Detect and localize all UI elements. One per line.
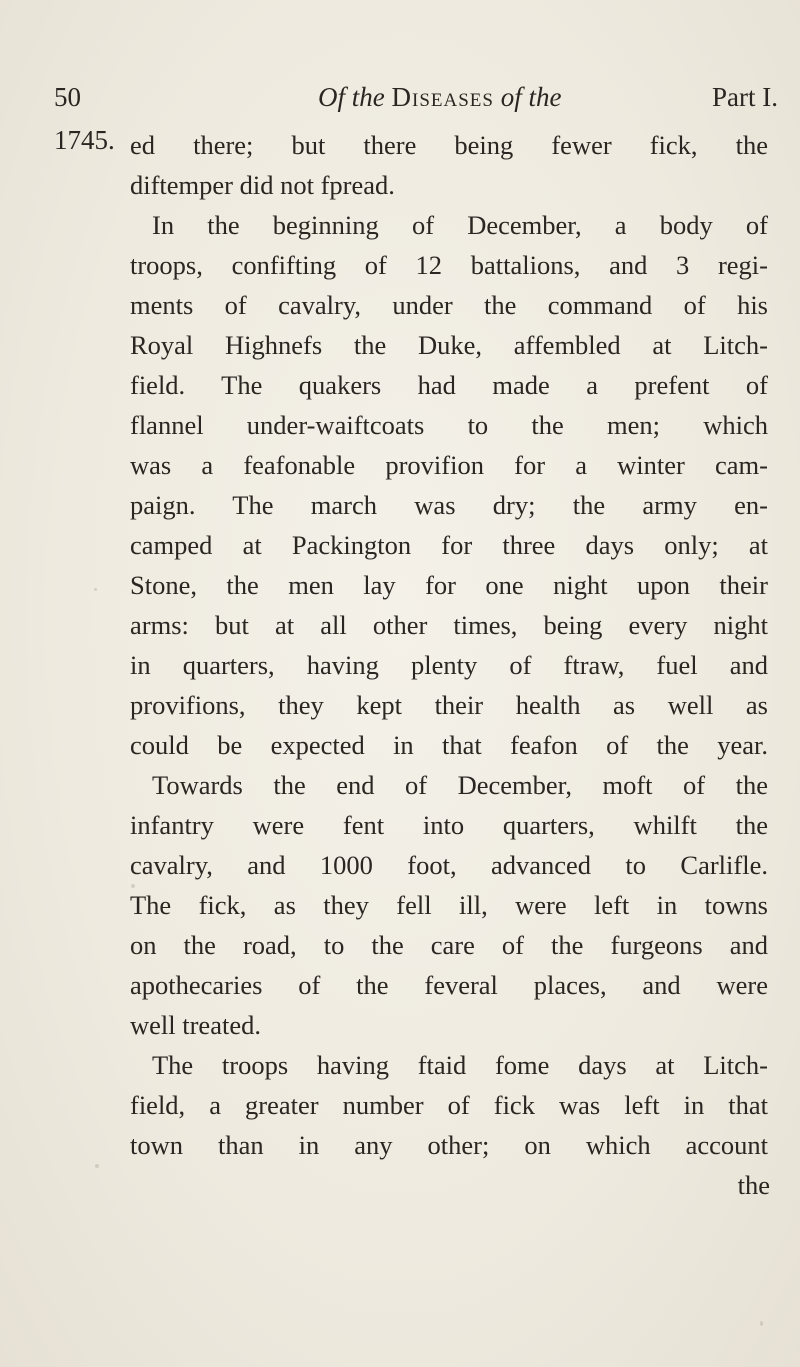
text-line: well treated. <box>130 1010 261 1040</box>
paper-speck <box>131 884 135 888</box>
text-line: ments of cavalry, under the command of his <box>130 290 768 320</box>
text-line: infantry were fent into quarters, whilft the <box>130 810 768 840</box>
running-title <box>318 82 561 113</box>
text-line: camped at Packington for three days only; at <box>130 530 768 560</box>
text-line: field. The quakers had made a prefent of <box>130 370 768 400</box>
text-line: Stone, the men lay for one night upon their <box>130 570 768 600</box>
text-line: provifions, they kept their health as well as <box>130 690 768 720</box>
title-main: Diseases <box>391 82 494 112</box>
title-prefix: Of the <box>318 82 385 112</box>
text-line: apothecaries of the feveral places, and were <box>130 970 768 1000</box>
text-line: The fick, as they fell ill, were left in towns <box>130 890 768 920</box>
title-suffix: of the <box>500 82 562 112</box>
page-number: 50 <box>54 82 81 112</box>
paragraph-start-line: Towards the end of December, moft of the <box>152 770 768 800</box>
paper-speck <box>94 588 97 591</box>
text-line: in quarters, having plenty of ftraw, fuel and <box>130 650 768 680</box>
text-line: Royal Highnefs the Duke, affembled at Litch- <box>130 330 768 360</box>
margin-year: 1745. <box>54 125 115 155</box>
running-header <box>54 82 778 118</box>
text-line: ed there; but there being fewer fick, the <box>130 130 768 160</box>
paragraph-start-line: In the beginning of December, a body of <box>152 210 768 240</box>
paragraph-start-line: The troops having ftaid fome days at Litch- <box>152 1050 768 1080</box>
text-line: arms: but at all other times, being every night <box>130 610 768 640</box>
text-line: town than in any other; on which account <box>130 1130 768 1160</box>
part-label: Part I. <box>712 82 778 112</box>
catchword: the <box>737 1170 770 1200</box>
text-line: field, a greater number of fick was left in that <box>130 1090 768 1120</box>
text-line: was a feafonable provifion for a winter cam- <box>130 450 768 480</box>
text-line: could be expected in that feafon of the year. <box>130 730 768 760</box>
text-line: troops, confifting of 12 battalions, and 3 regi- <box>130 250 768 280</box>
text-line: flannel under-waiftcoats to the men; which <box>130 410 768 440</box>
paper-speck <box>95 1164 99 1168</box>
text-line: cavalry, and 1000 foot, advanced to Carlifle. <box>130 850 768 880</box>
paper-speck <box>760 1321 763 1326</box>
text-line: on the road, to the care of the furgeons and <box>130 930 768 960</box>
text-line: diftemper did not fpread. <box>130 170 395 200</box>
text-line: paign. The march was dry; the army en- <box>130 490 768 520</box>
